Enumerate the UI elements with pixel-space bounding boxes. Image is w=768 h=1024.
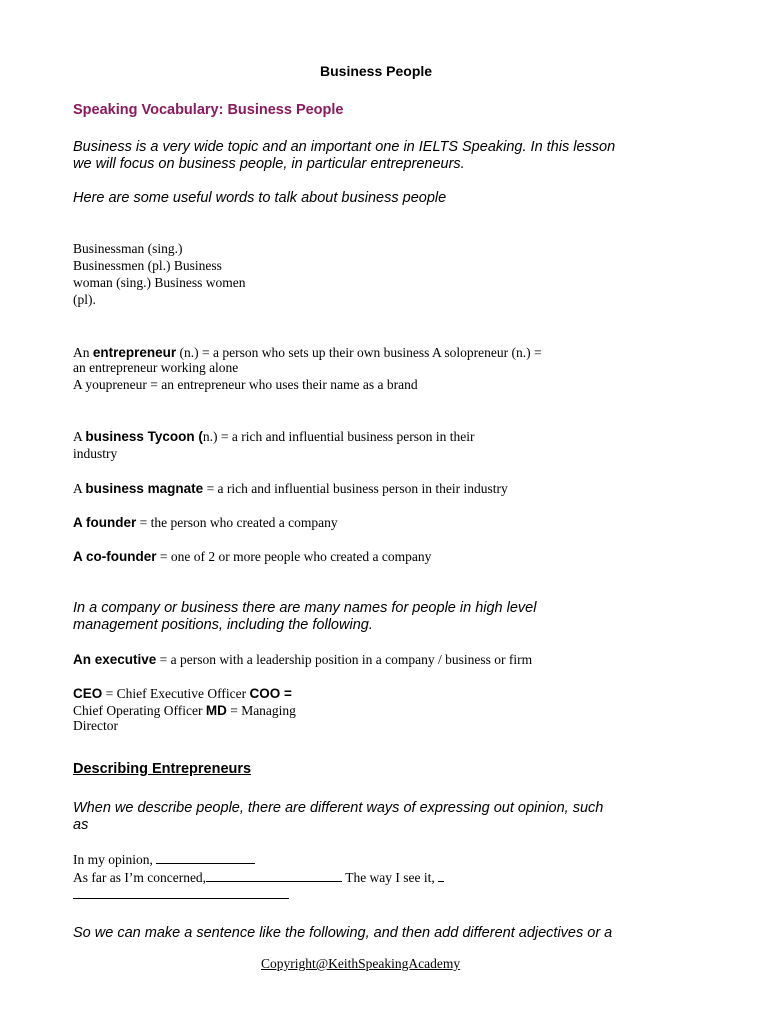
footer-copyright: Copyright@KeithSpeakingAcademy	[261, 956, 461, 971]
opinion-line-2: as	[73, 817, 89, 833]
magnate-term: business magnate	[85, 481, 204, 496]
blank-line	[206, 869, 342, 882]
executive-def: = a person with a leadership position in a company / business or firm	[156, 652, 533, 667]
opinion-line-1: When we describe people, there are different ways of expressing out opinion, such	[73, 800, 604, 816]
tycoon-line-2: industry	[73, 446, 118, 461]
sentence-line: So we can make a sentence like the following, and then add different adjectives or a	[73, 925, 613, 941]
blank-line	[438, 869, 444, 882]
youpreneur-line: A youpreneur = an entrepreneur who uses their name as a brand	[73, 377, 418, 392]
magnate-definition	[73, 480, 508, 498]
blank-line-long	[73, 885, 289, 899]
section-subtitle: Speaking Vocabulary: Business People	[73, 102, 344, 118]
md-def-line-2: Director	[73, 718, 118, 733]
intro-line-1: Business is a very wide topic and an important one in IELTS Speaking. In this lesson	[73, 139, 616, 155]
word-list-line-2: Businessmen (pl.) Business	[73, 258, 222, 273]
word-list-line-3: woman (sing.) Business women	[73, 275, 246, 290]
founder-term: A founder	[73, 515, 137, 530]
entrepreneur-prefix: An	[73, 345, 93, 360]
coo-def: Chief Operating Officer	[73, 703, 206, 718]
phrase-3-text: The way I see it,	[342, 870, 439, 885]
founder-definition	[73, 514, 338, 532]
tycoon-definition	[73, 428, 474, 446]
cofounder-term: A co-founder	[73, 549, 157, 564]
management-line-2: management positions, including the following.	[73, 617, 373, 633]
founder-def: = the person who created a company	[136, 515, 338, 530]
ceo-coo-line	[73, 685, 292, 703]
intro-line-2: we will focus on business people, in particular entrepreneurs.	[73, 156, 465, 172]
phrase-1-text: In my opinion,	[73, 852, 157, 867]
tycoon-def: n.) = a rich and influential business person in their	[202, 429, 475, 444]
magnate-def: = a rich and influential business person in their industry	[203, 481, 508, 496]
cofounder-def: = one of 2 or more people who created a company	[156, 549, 432, 564]
tycoon-prefix: A	[73, 429, 86, 444]
tycoon-term: business Tycoon (	[85, 429, 203, 444]
entrepreneur-term: entrepreneur	[92, 345, 177, 360]
ceo-def: = Chief Executive Officer	[102, 686, 250, 701]
magnate-prefix: A	[73, 481, 86, 496]
page-title: Business People	[320, 63, 433, 79]
md-def: = Managing	[226, 703, 296, 718]
phrase-as-far-as	[73, 869, 444, 886]
blank-line	[156, 851, 255, 864]
solopreneur-line: an entrepreneur working alone	[73, 360, 239, 375]
cofounder-definition	[73, 548, 431, 566]
ceo-term: CEO	[73, 686, 103, 701]
word-list-line-4: (pl).	[73, 292, 96, 307]
word-list-line-1: Businessman (sing.)	[73, 241, 183, 256]
intro-useful-words: Here are some useful words to talk about business people	[73, 190, 447, 206]
phrase-2-text: As far as I’m concerned,	[73, 870, 207, 885]
management-line-1: In a company or business there are many names for people in high level	[73, 600, 537, 616]
describing-entrepreneurs-heading: Describing Entrepreneurs	[73, 761, 252, 777]
md-term: MD	[205, 703, 227, 718]
executive-definition	[73, 651, 532, 669]
entrepreneur-def: (n.) = a person who sets up their own business A solopreneur (n.) =	[176, 345, 542, 360]
executive-term: An executive	[73, 652, 157, 667]
phrase-in-my-opinion	[73, 851, 255, 868]
coo-term: COO =	[249, 686, 292, 701]
